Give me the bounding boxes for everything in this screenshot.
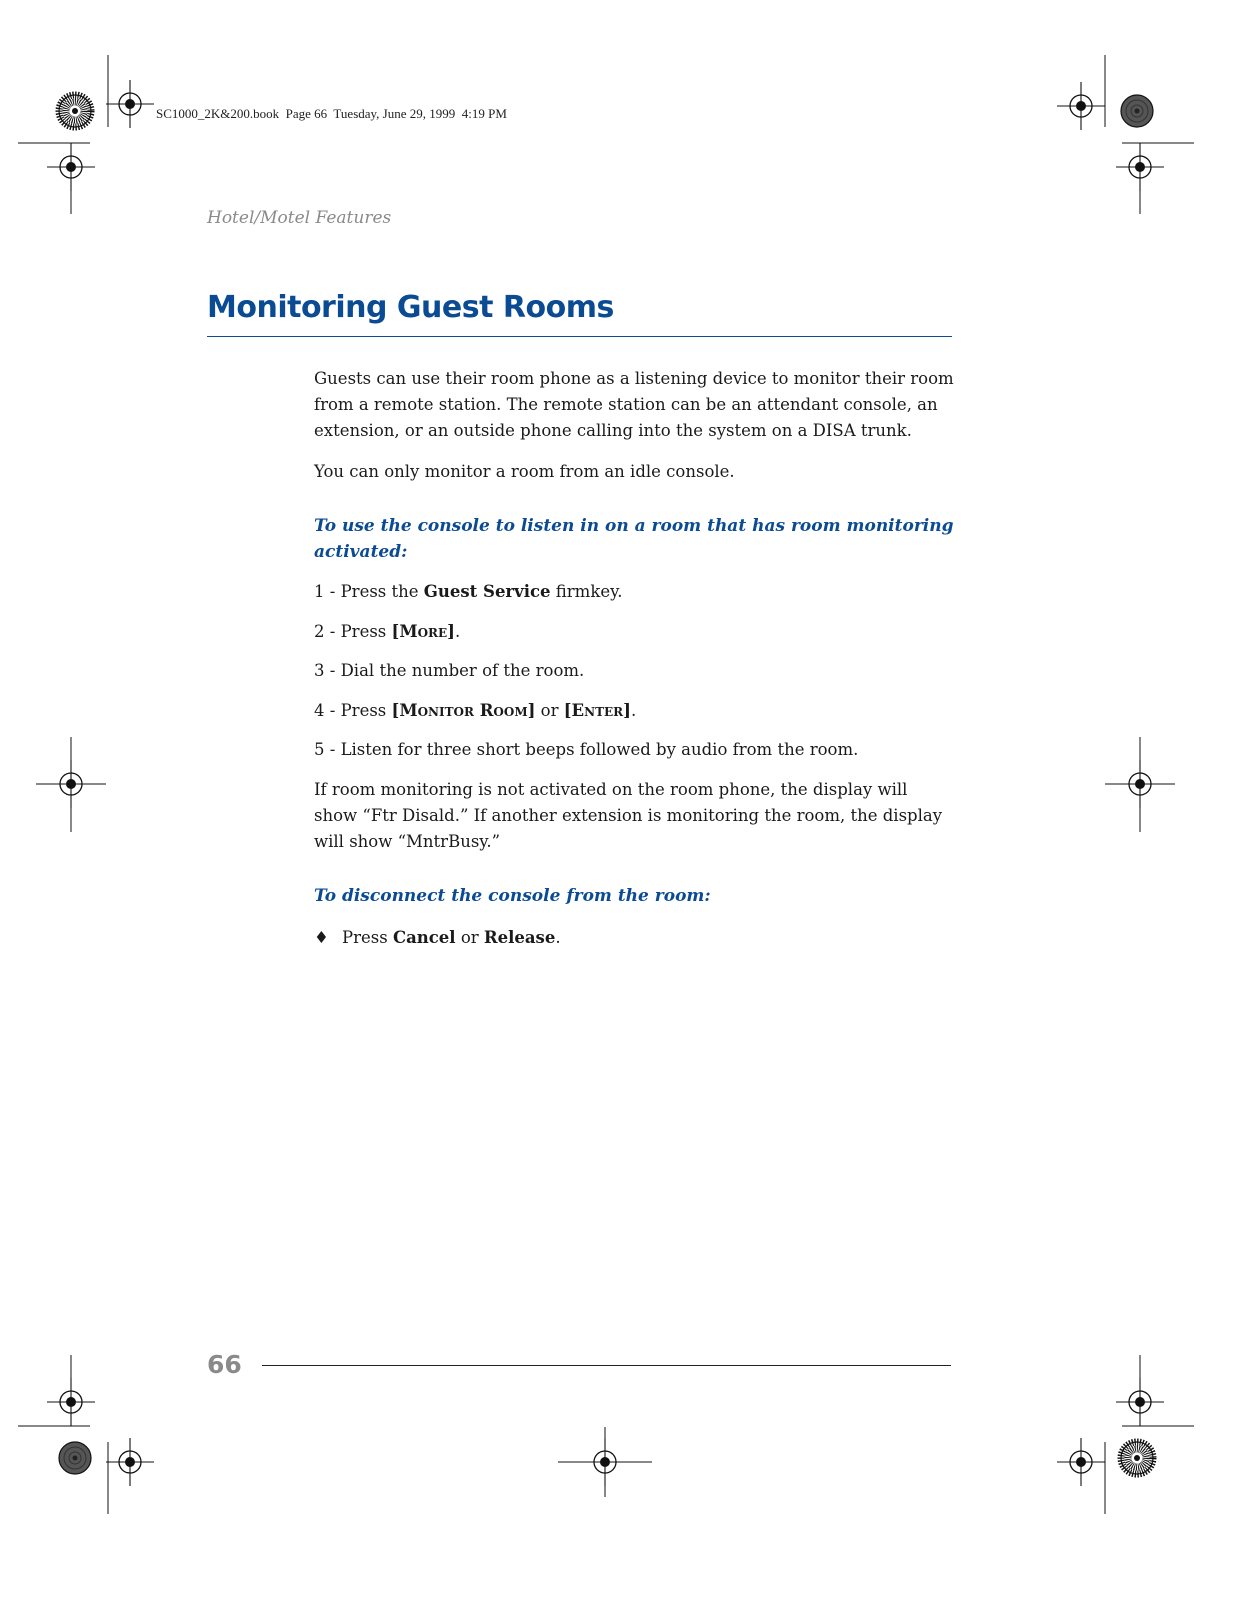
step-number: 5 - (314, 740, 341, 759)
procedure-heading-disconnect: To disconnect the console from the room: (314, 885, 711, 906)
book-slug-line: SC1000_2K&200.book Page 66 Tuesday, June 29, 1999 4:19 PM (156, 106, 507, 121)
step-text: . (630, 700, 637, 720)
main-content (314, 366, 954, 951)
step-text: Press (340, 621, 392, 641)
step-text: firmkey. (550, 582, 623, 601)
cancel-key-label: Cancel (392, 927, 456, 947)
release-key-label: Release (483, 927, 556, 947)
step-number: 4 - (314, 700, 341, 720)
step-number: 2 - (314, 621, 341, 641)
step-text: or (535, 700, 564, 720)
more-key-label: [More] (391, 621, 455, 641)
enter-key-label: [Enter] (563, 700, 631, 720)
step-text: Listen for three short beeps followed by audio from the room. (340, 740, 859, 759)
procedure-heading-listen: To use the console to listen in on a room that has room monitoring activated: (314, 516, 954, 562)
step-3 (314, 658, 954, 684)
guest-service-key-label: Guest Service (423, 582, 551, 601)
monitor-room-key-label: [Monitor Room] (391, 700, 536, 720)
step-text: Press (342, 927, 393, 947)
step-text: Dial the number of the room. (340, 661, 585, 680)
step-text: Press (340, 700, 392, 720)
idle-console-paragraph: You can only monitor a room from an idle console. (314, 462, 735, 481)
page-number: 66 (207, 1350, 242, 1379)
step-1 (314, 579, 954, 605)
running-header: Hotel/Motel Features (207, 208, 392, 228)
step-4 (314, 698, 954, 724)
display-note-paragraph: If room monitoring is not activated on the room phone, the display will show “Ftr Disald.” If another extension is monitoring the room, the display will show “MntrBusy.” (314, 779, 943, 851)
step-text: or (455, 927, 484, 947)
title-rule (207, 336, 952, 337)
diamond-bullet-icon: ♦ (314, 927, 329, 947)
step-2 (314, 619, 954, 645)
disconnect-step (314, 925, 954, 951)
step-5 (314, 737, 954, 763)
step-text: Press the (340, 582, 424, 601)
disconnect-step-text (342, 925, 561, 951)
intro-paragraph: Guests can use their room phone as a listening device to monitor their room from a remote station. The remote station can be an attendant console, an extension, or an outside phone calling into the system on a DISA trunk. (314, 369, 954, 440)
procedure-steps (314, 579, 954, 763)
step-number: 1 - (314, 582, 341, 601)
page-title: Monitoring Guest Rooms (207, 290, 614, 325)
step-text: . (454, 621, 461, 641)
step-text: . (555, 927, 561, 947)
footer-rule (262, 1365, 951, 1366)
step-number: 3 - (314, 661, 341, 680)
